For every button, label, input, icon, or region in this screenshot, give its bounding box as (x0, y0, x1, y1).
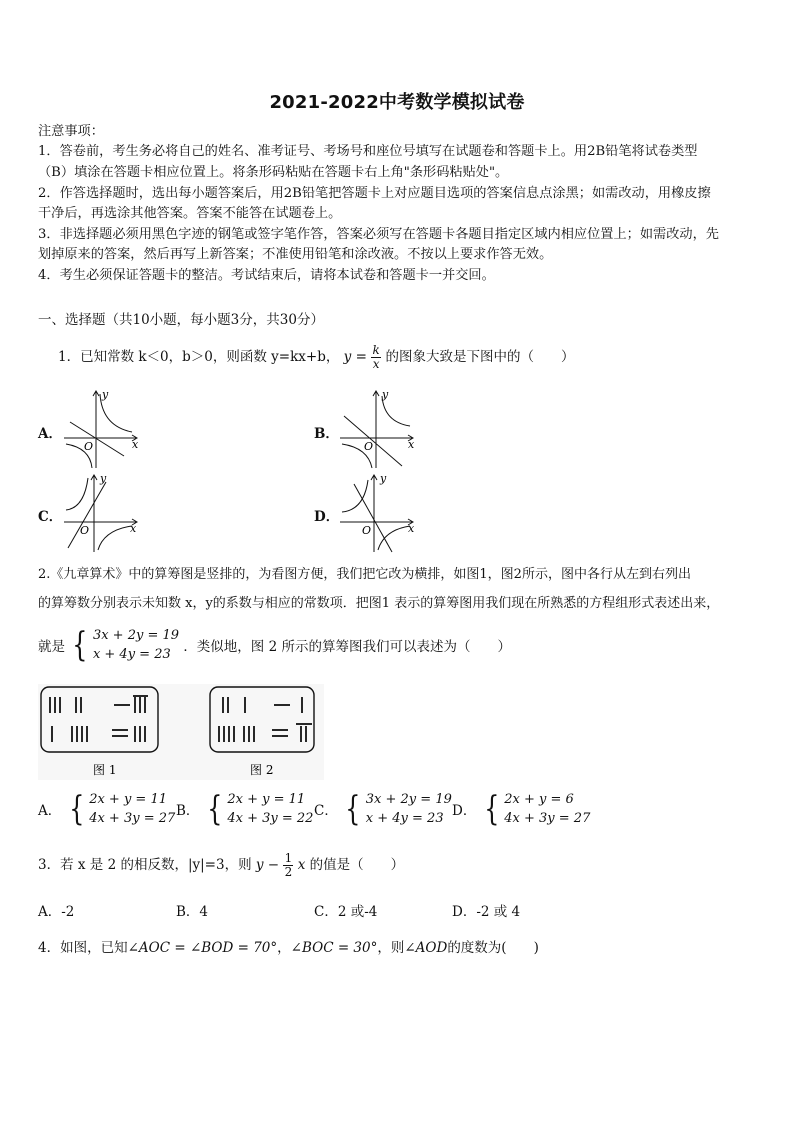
axis-y-label: y (380, 472, 387, 485)
q3-frac-num: 1 (284, 851, 293, 865)
q1-option-d-label: D． (314, 509, 340, 525)
q2-option-c: C． { 3x + 2y = 19 x + 4y = 23 (314, 789, 452, 829)
q2-option-a: A． { 2x + y = 11 4x + 3y = 27 (38, 789, 176, 829)
q2-option-b-eq-1: 2x + y = 11 (227, 792, 306, 807)
axis-y-label: y (102, 388, 109, 401)
q2-option-b-label: B． (176, 803, 200, 819)
q1-suffix: 的图象大致是下图中的（ ） (385, 349, 575, 365)
figure-2-caption: 图 2 (250, 763, 274, 777)
q2-figures (38, 684, 324, 780)
q1-option-d-graph (338, 470, 418, 554)
q1-frac-num: k (372, 343, 380, 357)
q2-option-c-label: C． (314, 803, 338, 819)
q1-option-a-label: A． (38, 426, 62, 442)
q2-main-eq-2: x + 4y = 23 (92, 647, 171, 662)
axis-x-label: x (130, 522, 137, 535)
q2-option-c-eq-2: x + 4y = 23 (365, 811, 444, 826)
q3-prefix: 3．若 x 是 2 的相反数，|y|=3，则 (38, 857, 252, 873)
q4-sep-2: ，则 (377, 940, 405, 956)
q2-option-d: D． { 2x + y = 6 4x + 3y = 27 (452, 789, 591, 829)
q2-option-d-eq-2: 4x + 3y = 27 (504, 811, 591, 826)
origin-label: O (80, 524, 90, 537)
axis-x-label: x (408, 438, 415, 451)
q1-option-b-label: B． (314, 426, 339, 442)
axis-x-label: x (132, 438, 139, 451)
q1-option-a-graph (62, 386, 142, 470)
q1-option-c-graph (62, 470, 142, 554)
q2-line3-prefix: 就是 (38, 639, 65, 655)
notice-line: 3．非选择题必须用黑色字迹的钢笔或签字笔作答，答案必须写在答题卡各题目指定区域内相应位置上；如需改动，先 (38, 227, 719, 242)
figure-1-caption: 图 1 (93, 763, 117, 777)
axis-y-label: y (382, 388, 389, 401)
q4-prefix: 4．如图，已知 (38, 940, 128, 956)
q3-expr-x: x (297, 857, 306, 873)
notice-line: 划掉原来的答案，然后再写上新答案；不准使用铅笔和涂改液。不按以上要求作答无效。 (38, 247, 553, 262)
notice-line: 1．答卷前，考生务必将自己的姓名、准考证号、考场号和座位号填写在试题卷和答题卡上。用2B铅笔将试卷类型 (38, 144, 698, 159)
origin-label: O (364, 440, 374, 453)
notice-line: （B）填涂在答题卡相应位置上。将条形码粘贴在答题卡右上角"条形码粘贴处"。 (38, 165, 509, 180)
question-4-stem (38, 936, 539, 956)
q4-expr-1: ∠AOC = ∠BOD = 70° (127, 940, 278, 956)
q2-option-a-label: A． (38, 803, 62, 819)
q3-suffix: 的值是（ ） (309, 857, 405, 873)
question-2-line-3 (38, 626, 511, 664)
question-3-stem (38, 852, 404, 879)
notice-heading: 注意事项： (38, 124, 104, 139)
q1-option-c-label: C． (38, 509, 63, 525)
q3-option-c: C．2 或-4 (314, 904, 378, 920)
origin-label: O (362, 524, 372, 537)
q2-main-system: { 3x + 2y = 19 x + 4y = 23 (72, 625, 180, 665)
q2-option-a-eq-1: 2x + y = 11 (89, 792, 167, 807)
question-2-line-2: 的算筹数分别表示未知数 x，y的系数与相应的常数项．把图1 表示的算筹图用我们现在所熟悉的方程组形式表述出来， (38, 596, 720, 611)
q3-fraction (283, 852, 293, 879)
q1-func-y: y = (343, 349, 367, 365)
q2-option-b: B． { 2x + y = 11 4x + 3y = 22 (176, 789, 314, 829)
q3-frac-den: 2 (284, 865, 293, 879)
q2-option-d-eq-1: 2x + y = 6 (504, 792, 574, 807)
notice-line: 4．考生必须保证答题卡的整洁。考试结束后，请将本试卷和答题卡一并交回。 (38, 268, 495, 283)
q2-option-b-eq-2: 4x + 3y = 22 (227, 811, 314, 826)
origin-label: O (84, 440, 94, 453)
question-1-stem (58, 344, 574, 371)
q4-expr-2: ∠BOC = 30° (290, 940, 378, 956)
q2-line3-suffix: ．类似地，图 2 所示的算筹图我们可以表述为（ ） (183, 639, 511, 655)
q3-option-d: D．-2 或 4 (452, 904, 521, 920)
q2-option-c-eq-1: 3x + 2y = 19 (365, 792, 452, 807)
q2-option-a-eq-2: 4x + 3y = 27 (89, 811, 176, 826)
q1-frac-den: x (372, 357, 380, 371)
q3-option-b: B．4 (176, 904, 209, 920)
q2-option-d-label: D． (452, 803, 477, 819)
q4-suffix: 的度数为( ) (447, 940, 539, 956)
notice-line: 干净后，再选涂其他答案。答案不能答在试题卷上。 (38, 206, 342, 221)
axis-x-label: x (408, 522, 415, 535)
question-2-line-1: 2.《九章算术》中的算筹图是竖排的，为看图方便，我们把它改为横排，如图1，图2所示，图中各行从左到右列出 (38, 567, 691, 582)
axis-y-label: y (100, 472, 107, 485)
q4-expr-3: ∠AOD (404, 940, 448, 956)
q3-expr-y: y − (255, 857, 280, 873)
section-heading: 一、选择题（共10小题，每小题3分，共30分） (38, 312, 324, 328)
q3-option-a: A．-2 (38, 904, 75, 920)
notice-line: 2．作答选择题时，选出每小题答案后，用2B铅笔把答题卡上对应题目选项的答案信息点涂黑；如需改动，用橡皮擦 (38, 186, 711, 201)
q2-main-eq-1: 3x + 2y = 19 (92, 628, 180, 643)
q1-option-b-graph (338, 386, 418, 470)
page-title: 2021-2022中考数学模拟试卷 (269, 92, 525, 113)
q1-prefix: 1．已知常数 k＜0，b＞0，则函数 y=kx+b， (58, 349, 340, 365)
q4-sep-1: ， (277, 940, 291, 956)
q1-fraction (371, 344, 381, 371)
